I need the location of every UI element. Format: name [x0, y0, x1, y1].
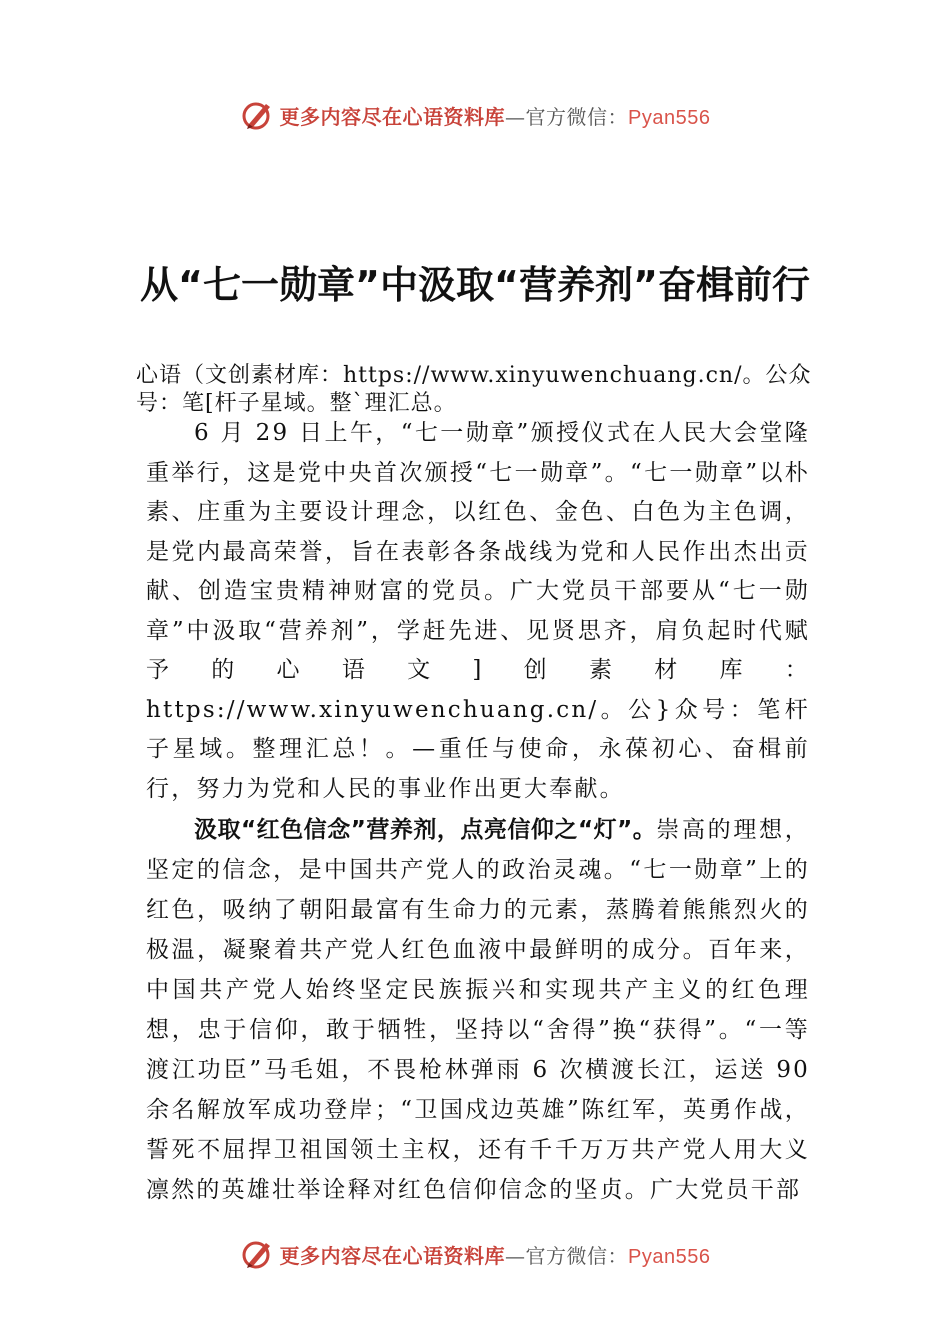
banner-separator: —: [505, 104, 526, 129]
footer-banner-wechat-id: Pyan556: [628, 1245, 711, 1268]
paragraph-2: [146, 810, 810, 1210]
footer-banner-wechat-label: 官方微信：: [525, 1243, 629, 1268]
paragraph-2-text: 崇高的理想，坚定的信念，是中国共产党人的政治灵魂。“七一勋章”上的红色，吸纳了朝阳最富有生命力的元素，蒸腾着熊熊烈火的极温，凝聚着共产党人红色血液中最鲜明的成分。百年来，中国共产党人始终坚定民族振兴和实现共产主义的红色理想，忠于信仰，敢于牺牲，坚持以“舍得”换“获得”。“一等渡江功臣”马毛姐，不畏枪林弹雨 6 次横渡长江，运送 90 余名解放军成功登岸；“卫国戍边英雄”陈红军，英勇作战，誓死不屈捍卫祖国领土主权，还有千千万万共产党人用大义凛然的英雄壮举诠释对红色信仰信念的坚贞。广大党员干部: [146, 817, 810, 1203]
paragraph-1: 6 月 29 日上午，“七一勋章”颁授仪式在人民大会堂隆重举行，这是党中央首次颁授“七一勋章”。“七一勋章”以朴素、庄重为主要设计理念，以红色、金色、白色为主色调， 是党内最高荣誉，旨在表彰各条战线为党和人民作出杰出贡献、创造宝贵精神财富的党员。广大党员干部要从“七一勋章”中汲取“营养剂”，学赶先进、见贤思齐，肩负起时代赋予的心语文]创素材库：https://www.xinyuwenchuang.cn/。公}众号：笔杆子星域。整理汇总！。—重任与使命，永葆初心、奋楫前行，努力为党和人民的事业作出更大奉献。: [146, 420, 810, 802]
source-note: 心语（文创素材库：https://www.xinyuwenchuang.cn/。公众号：笔[杆子星域。整`理汇总。: [136, 363, 812, 416]
pen-logo-icon: [240, 98, 274, 132]
pen-logo-icon: [240, 1237, 274, 1271]
header-banner: [0, 93, 950, 137]
banner-wechat-label: 官方微信：: [525, 104, 629, 129]
footer-banner-text: 更多内容尽在心语资料库: [279, 1243, 506, 1268]
footer-banner-separator: —: [505, 1243, 526, 1268]
banner-wechat-id: Pyan556: [628, 106, 711, 129]
paragraph-2-heading: 汲取“红色信念”营养剂，点亮信仰之“灯”。: [194, 817, 657, 843]
document-title: 从“七一勋章”中汲取“营养剂”奋楫前行: [140, 263, 810, 307]
footer-banner: [0, 1232, 950, 1276]
banner-text: 更多内容尽在心语资料库: [279, 104, 506, 129]
